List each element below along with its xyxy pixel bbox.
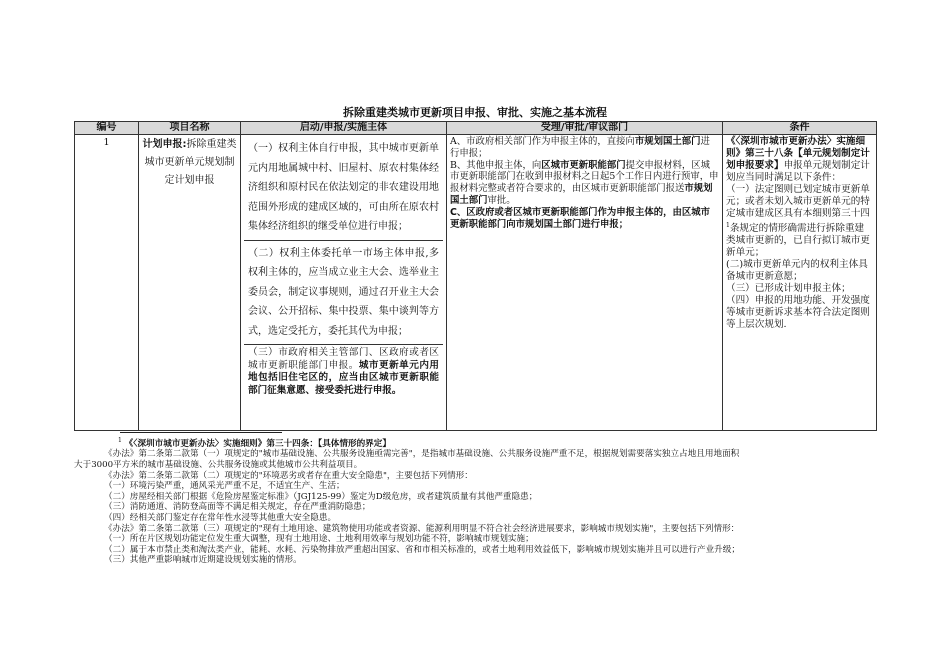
dept-b-text-2: 提交申报材料，区城市更新职能部门在收到申报材料之日起5个工作日内进行预审，申报材料完整或者符合要求的，由区城市更新职能部门报送	[450, 159, 719, 195]
dept-a-bold: 市规划国土部门	[634, 136, 701, 147]
dept-b-bold-2: 市规划国土部门	[450, 183, 713, 206]
project-name-text: 拆除重建类城市更新单元规划制定计划申报	[144, 139, 237, 186]
footnote-line: 《办法》第二条第二款第（一）项规定的"城市基础设施、公共服务设施亟需完善"，是指城市基础设施、公共服务设施严重不足，根据规划需要落实独立占地且用地面积	[104, 449, 740, 460]
dept-b-bold: 区城市更新职能部门	[541, 159, 626, 171]
footnote-heading	[74, 436, 876, 449]
footnote-line: （四）经相关部门鉴定存在常年性水浸等其他重大安全隐患。	[104, 513, 337, 524]
cell-conditions	[723, 135, 877, 431]
conditions-heading: 《〈深圳市城市更新办法〉实施细则》第三十八条【单元规划制定计划申报要求】	[726, 136, 870, 171]
header-subject: 启动/申报/实施主体	[241, 122, 447, 135]
dept-a-end: 进行申报；	[450, 136, 710, 159]
footnote-divider	[120, 432, 282, 433]
header-department: 受理/审批/审议部门	[447, 122, 723, 135]
condition-3: （三）已形成计划申报主体；	[726, 283, 851, 295]
table-row	[75, 135, 877, 431]
footnote-heading-text: 《〈深圳市城市更新办法〉实施细则》第三十四条：【具体情形的界定】	[124, 438, 391, 449]
condition-1-cont: 条规定的情形确需进行拆除重建类城市更新的，已自行拟订城市更新单元；	[726, 223, 870, 259]
footnote-line: （一）环境污染严重，通风采光严重不足，不适宜生产、生活；	[104, 481, 345, 492]
footnote-line: （三）其他严重影响城市近期建设规划实施的情形。	[104, 555, 302, 566]
subject-option-3	[244, 345, 443, 400]
footnote-line: 《办法》第二条第二款第（三）项规定的"现有土地用途、建筑物使用功能或者资源、能源利用明显不符合社会经济进展要求，影响城市规划实施"，主要包括下列情形：	[104, 523, 740, 534]
cell-project-name	[139, 135, 241, 431]
conditions-intro: 申报单元规划制定计划应当同时满足以下条件：	[726, 160, 870, 183]
dept-a-text: A、市政府相关部门作为申报主体的，直接向	[450, 136, 635, 147]
footnote-line: （二）属于本市禁止类和淘汰类产业，能耗、水耗、污染物排放严重超出国家、省和市相关标准的，或者土地利用效益低下，影响城市规划实施并且可以进行产业升级；	[104, 544, 740, 555]
footnote-line: （三）消防通道、消防登高面等不满足相关规定，存在严重消防隐患；	[104, 502, 371, 513]
footnote-block	[74, 436, 876, 566]
table-header-row	[75, 122, 877, 135]
subject-option-2: （二）权利主体委托单一市场主体申报,多权利主体的，应当成立业主大会、选举业主委员会，制定议事规则，通过召开业主大会会议、公开招标、集中投票、集中谈判等方式，选定受托方，委托其代为申报；	[244, 241, 443, 346]
footnote-line: （二）房屋经相关部门根据《危险房屋鉴定标准》（JGJ125-99）鉴定为D级危房，或者建筑质量有其他严重隐患；	[104, 491, 538, 502]
cell-no: 1	[75, 135, 139, 431]
cell-department	[447, 135, 723, 431]
footnote-line: 《办法》第二条第二款第（二）项规定的"环境恶劣或者存在重大安全隐患"，主要包括下列情形：	[104, 470, 473, 481]
document-title: 拆除重建类城市更新项目申报、审批、实施之基本流程	[343, 106, 607, 119]
project-name-bold: 计划申报:	[142, 139, 187, 150]
dept-c-bold: C、区政府或者区城市更新职能部门作为申报主体的，由区城市更新职能部门向市规划国土部门进行申报；	[450, 206, 711, 230]
subject-option-1: （一）权利主体自行申报，其中城市更新单元内用地属城中村、旧屋村、原农村集体经济组织和原村民在依法划定的非农建设用地范围外形成的建成区域的，可由所在原农村集体经济组织的继受单位进行申报；	[244, 136, 443, 241]
footnote-mark: 1	[118, 437, 122, 444]
condition-4: （四）申报的用地功能、开发强度等城市更新诉求基本符合法定图则等上层次规划.	[726, 295, 870, 331]
subject-option-3-text: （三）市政府相关主管部门、区政府或者区城市更新职能部门申报。	[248, 347, 439, 371]
subject-option-3-bold: 城市更新单元内用地包括旧住宅区的，应当由区城市更新职能部门征集意愿、接受委托进行申报。	[248, 359, 439, 396]
dept-b-end: 审批。	[487, 194, 516, 206]
process-table	[74, 121, 877, 431]
header-project-name: 项目名称	[139, 122, 241, 135]
header-no: 编号	[75, 122, 139, 135]
header-conditions: 条件	[723, 122, 877, 135]
dept-b-text: B、其他申报主体，向	[450, 159, 542, 171]
footnote-line: （一）所在片区规划功能定位发生重大调整，现有土地用途、土地利用效率与规划功能不符，影响城市规划实施；	[104, 534, 534, 545]
footnote-ref: 1	[726, 222, 730, 229]
cell-subject	[241, 135, 447, 431]
condition-2: (二)城市更新单元内的权利主体具备城市更新意愿；	[726, 259, 868, 283]
footnote-line: 大于3000平方米的城市基础设施、公共服务设施或其他城市公共利益项目。	[74, 460, 363, 471]
condition-1: （一）法定图则已划定城市更新单元；或者未划入城市更新单元的特定城市建成区具有本细则第三十四	[726, 184, 870, 219]
